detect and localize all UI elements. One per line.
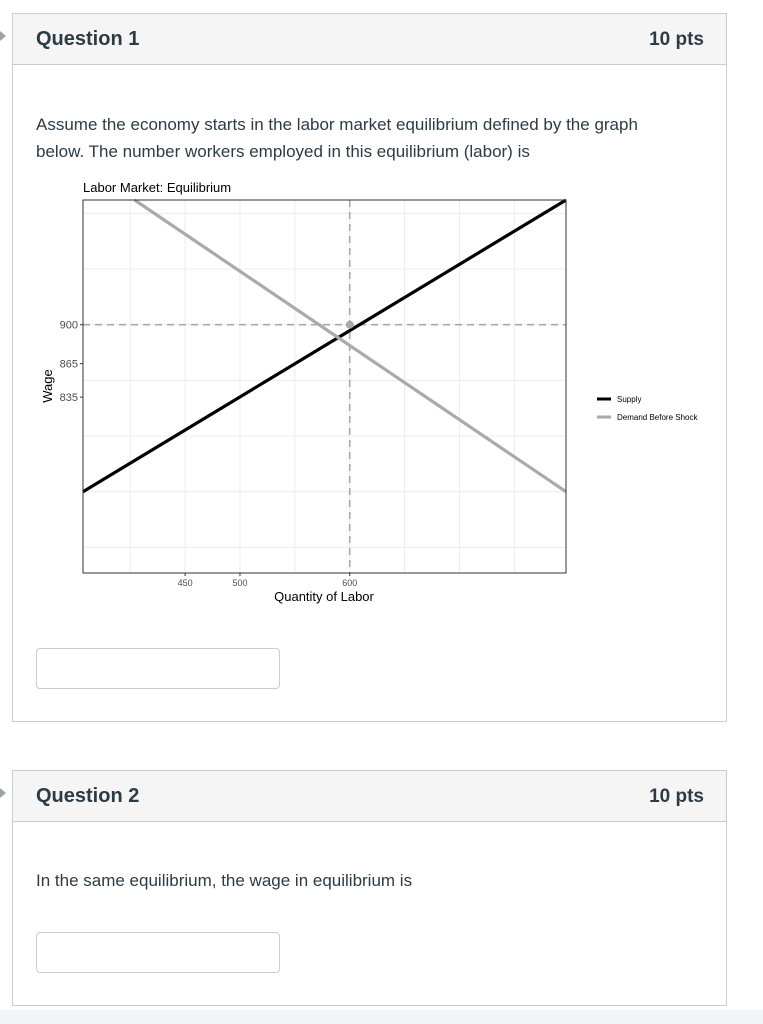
demand-before-shock-line bbox=[135, 200, 566, 492]
question-2-answer-input[interactable] bbox=[36, 932, 280, 973]
question-2-header bbox=[13, 771, 726, 822]
question-2-title: Question 2 bbox=[36, 785, 140, 807]
x-axis-ticks bbox=[178, 573, 358, 588]
chart-series-lines bbox=[83, 200, 566, 492]
question-1-header bbox=[13, 14, 726, 65]
y-tick-label: 865 bbox=[59, 358, 78, 371]
question-1-points: 10 pts bbox=[649, 29, 704, 50]
y-axis-label: Wage bbox=[40, 369, 55, 403]
supply-line bbox=[83, 200, 566, 492]
question-1 bbox=[12, 13, 727, 722]
chart-title: Labor Market: Equilibrium bbox=[83, 180, 232, 195]
x-tick-label: 500 bbox=[232, 578, 248, 588]
question-1-text: Assume the economy starts in the labor market equilibrium defined by the graph below. The number workers employed in this equilibrium (labor) is bbox=[36, 115, 638, 161]
question-1-answer-input[interactable] bbox=[36, 648, 280, 689]
question-2-points: 10 pts bbox=[649, 786, 704, 807]
x-tick-label: 600 bbox=[342, 578, 358, 588]
chart-grid bbox=[83, 200, 566, 573]
chart-legend bbox=[597, 395, 698, 422]
page-footer-strip bbox=[0, 1010, 763, 1024]
equilibrium-point bbox=[346, 321, 354, 329]
labor-market-chart bbox=[36, 174, 716, 614]
question-1-title: Question 1 bbox=[36, 28, 140, 50]
y-tick-label: 835 bbox=[59, 392, 78, 405]
question-2-text: In the same equilibrium, the wage in equilibrium is bbox=[36, 871, 413, 890]
question-2 bbox=[12, 770, 727, 1006]
x-axis-label: Quantity of Labor bbox=[274, 589, 374, 604]
y-tick-label: 900 bbox=[59, 319, 78, 332]
chart-reference-lines bbox=[83, 200, 566, 573]
question-2-marker bbox=[0, 788, 6, 798]
question-1-marker bbox=[0, 31, 6, 41]
x-tick-label: 450 bbox=[177, 578, 193, 588]
legend-label: Demand Before Shock bbox=[617, 413, 698, 422]
plot-border bbox=[83, 200, 566, 573]
legend-label: Supply bbox=[617, 395, 642, 404]
y-axis-ticks bbox=[60, 320, 83, 404]
